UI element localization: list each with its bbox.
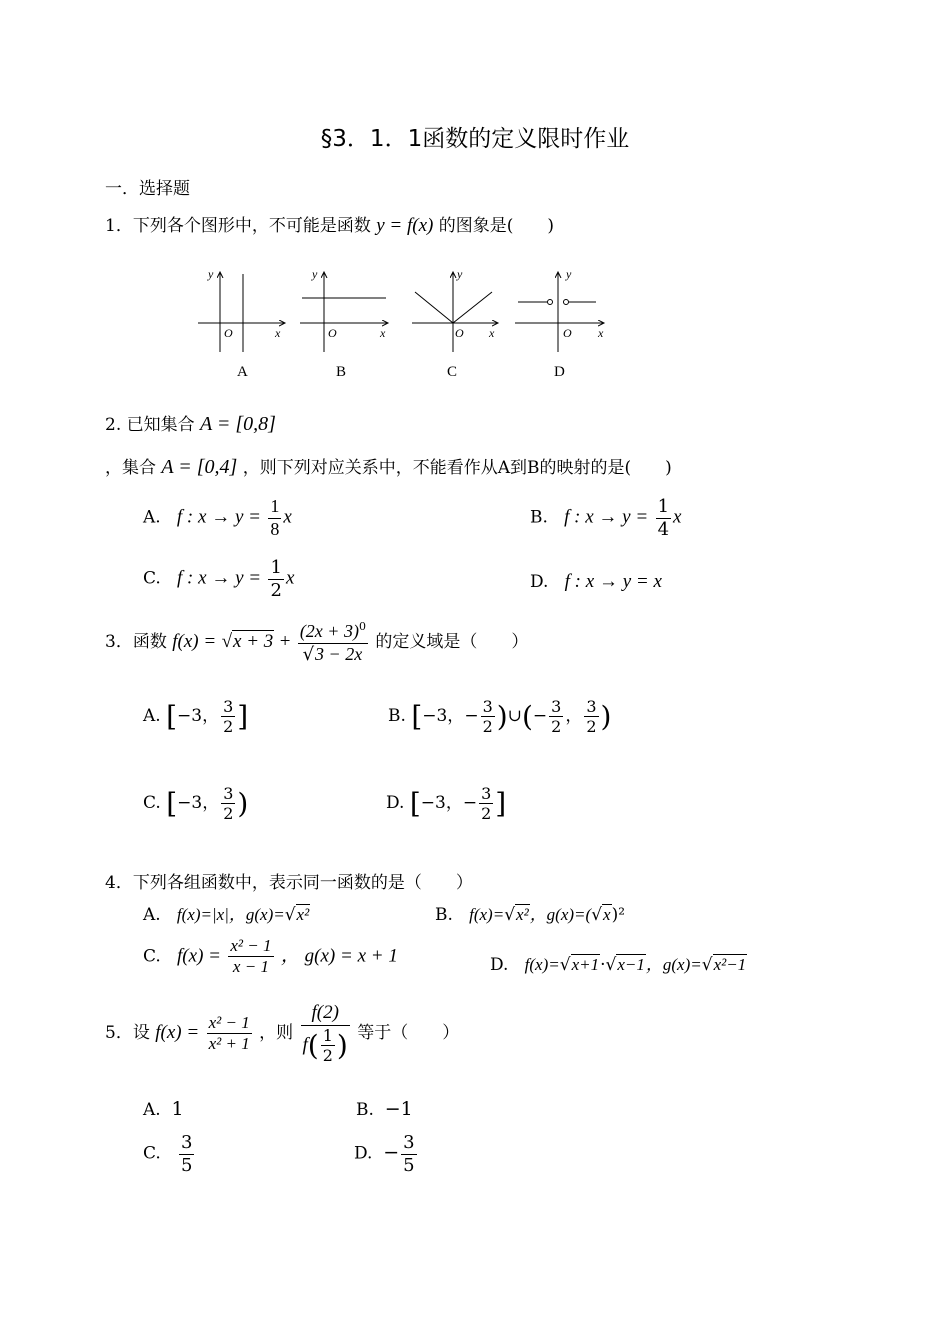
minus: − xyxy=(462,793,478,814)
graph-a-origin: O xyxy=(224,326,233,340)
q1-stem xyxy=(105,211,554,237)
frac xyxy=(479,784,493,823)
q4-stem: 4．下列各组函数中，表示同一函数的是（ ） xyxy=(105,873,473,893)
den: 5 xyxy=(181,1154,193,1176)
q3-stem: 3．函数 f(x) = √x + 3 + $\frac{(2x + 3)^0}{√3 - 2x}$ 的定义域是（ ） xyxy=(105,620,529,665)
q5-option-a xyxy=(143,1098,184,1120)
graph-a-y-label: y xyxy=(208,267,214,281)
q3-fx: f(x) = xyxy=(172,631,217,653)
num: 3 xyxy=(403,1132,415,1153)
graph-c-y-label: y xyxy=(457,267,463,281)
q2-line2-tail: ，则下列对应关系中，不能看作从A到B的映射的是( ) xyxy=(242,458,672,478)
num: x² − 1 xyxy=(228,936,273,957)
q4-option-d: D. f(x)=√x+1·√x−1，g(x)=√x²−1 xyxy=(490,955,747,975)
den: 5 xyxy=(403,1154,415,1176)
frac xyxy=(549,697,563,736)
den: x − 1 xyxy=(232,957,269,977)
graph-a xyxy=(198,267,285,380)
graph-d-caption: D xyxy=(554,364,565,380)
q2-a-map: f : x → y = xyxy=(176,506,261,528)
q4-c-frac xyxy=(228,936,273,978)
q1-stem-tail: 的图象是( ) xyxy=(438,216,555,236)
num: 3 xyxy=(482,697,493,716)
q3-numerator: (2x + 3) xyxy=(299,621,359,641)
option-label: A. xyxy=(143,905,161,925)
q2-option-c xyxy=(143,557,294,601)
q2-b-frac xyxy=(656,496,671,540)
q5-c-frac xyxy=(179,1132,194,1176)
q4-b-text: f(x)= xyxy=(469,905,505,924)
q3-option-b: B. [−3，− $\frac{3}{2}$ )∪(− $\frac{3}{2}$ ， $\frac{3}{2}$ ) xyxy=(388,697,612,737)
q2-line1 xyxy=(105,410,276,436)
graph-c-caption: C xyxy=(447,364,458,380)
q2-option-a xyxy=(143,496,292,540)
neg3: −3， xyxy=(422,706,465,727)
den: x² + 1 xyxy=(208,1034,250,1054)
option-label: B. xyxy=(435,905,453,925)
var: x xyxy=(673,506,682,528)
q3-option-d: D. [−3，− $\frac{3}{2}$ ] xyxy=(386,784,507,824)
q4-option-c xyxy=(143,936,398,978)
option-label: C. xyxy=(143,793,161,814)
neg3: −3， xyxy=(177,793,220,814)
q4-a-text: f(x)=|x|，g(x)= xyxy=(176,905,285,924)
q4-d-text: f(x)= xyxy=(524,955,560,974)
q3-fraction: $\frac{(2x + 3)^0}{√3 - 2x}$ xyxy=(299,620,366,665)
frac xyxy=(221,784,235,823)
den: 2 xyxy=(322,1045,333,1065)
q5-option-d xyxy=(354,1132,419,1176)
q4-d-radicand-1: x+1 xyxy=(571,955,600,974)
den: 2 xyxy=(270,579,282,601)
q3-radicand-1: x + 3 xyxy=(233,631,274,653)
q3-exponent: 0 xyxy=(358,620,366,633)
q2-b-map: f : x → y = xyxy=(564,506,649,528)
q1-graphs xyxy=(190,262,620,387)
minus: − xyxy=(464,706,479,727)
q2-line2 xyxy=(105,453,672,479)
option-label: D. xyxy=(490,955,509,975)
graph-d xyxy=(515,267,604,380)
num: 3 xyxy=(586,697,597,716)
minus: − xyxy=(383,1141,400,1164)
union: ∪ xyxy=(507,706,522,727)
num: 1 xyxy=(322,1025,333,1045)
num: 3 xyxy=(481,784,492,803)
q4-b-text-3: )² xyxy=(611,905,626,925)
q5-stem-tail: 等于（ ） xyxy=(357,1023,460,1044)
page-title: §3．1．1函数的定义限时作业 xyxy=(320,126,630,152)
q4-option-b: B. f(x)=√x²，g(x)=(√x)² xyxy=(435,905,626,925)
q3-stem-tail: 的定义域是（ ） xyxy=(375,632,529,653)
den: 2 xyxy=(481,804,492,824)
q4-c-fx: f(x) = xyxy=(177,945,221,967)
q3-radicand-2: 3 − 2x xyxy=(315,643,363,664)
graph-b-origin: O xyxy=(328,326,337,340)
neg3: −3， xyxy=(177,706,220,727)
graph-c-x-label: x xyxy=(489,326,495,340)
den: 8 xyxy=(270,518,280,539)
q5-stem-text: 5．设 xyxy=(105,1023,150,1044)
q5-ratio-top: f(2) xyxy=(301,1002,350,1026)
graph-b-y-label: y xyxy=(312,267,318,281)
den: 2 xyxy=(551,717,562,737)
graph-d-x-label: x xyxy=(598,326,604,340)
q4-option-a: A. f(x)=|x|，g(x)=√x² xyxy=(143,905,310,925)
q2-a-frac xyxy=(268,496,281,540)
graph-a-x-label: x xyxy=(275,326,281,340)
q2-line2-text: ，集合 xyxy=(105,458,156,478)
q5-fx: f(x) = xyxy=(155,1022,200,1044)
num: x² − 1 xyxy=(207,1013,252,1034)
q4-d-radicand-3: x²−1 xyxy=(713,955,747,974)
graph-b xyxy=(300,267,388,380)
num: 1 xyxy=(270,557,282,578)
num: 3 xyxy=(551,697,562,716)
option-label: D. xyxy=(386,793,405,814)
q2-set-a: A = [0,8] xyxy=(200,413,276,435)
q2-d-map: f : x → y = x xyxy=(564,571,662,592)
q5-ratio-f: f xyxy=(302,1034,308,1056)
option-label: B. xyxy=(530,507,548,528)
q2-stem-text: 2. 已知集合 xyxy=(105,415,195,435)
q3-option-c: C. [−3， $\frac{3}{2}$ ) xyxy=(143,784,249,824)
graph-c xyxy=(412,267,498,380)
q5-frac xyxy=(207,1013,252,1055)
option-label: A. xyxy=(143,507,161,528)
var: x xyxy=(283,506,292,528)
q5-d-frac xyxy=(401,1132,416,1176)
option-label: C. xyxy=(143,1143,161,1164)
frac xyxy=(584,697,598,736)
q4-c-gx: ， g(x) = x + 1 xyxy=(280,945,398,967)
q5-b-value: −1 xyxy=(384,1098,413,1120)
graph-b-caption: B xyxy=(336,364,347,380)
graph-c-origin: O xyxy=(455,326,464,340)
q4-d-text-2: ，g(x)= xyxy=(645,955,702,974)
graph-d-y-label: y xyxy=(566,267,572,281)
q5-inner-frac xyxy=(321,1026,335,1065)
option-label: D. xyxy=(354,1143,373,1164)
graph-b-x-label: x xyxy=(380,326,386,340)
q4-d-dot: · xyxy=(600,955,606,975)
q1-math: y = f(x) xyxy=(376,215,434,236)
graph-a-caption: A xyxy=(237,364,248,380)
option-label: B. xyxy=(388,706,406,727)
q5-stem xyxy=(105,1002,459,1065)
q2-set-b: A = [0,4] xyxy=(161,456,238,478)
q2-option-b xyxy=(530,496,681,540)
option-label: B. xyxy=(356,1100,374,1120)
neg3: −3， xyxy=(420,793,463,814)
var: x xyxy=(285,567,295,589)
num: 1 xyxy=(268,496,281,519)
den: 2 xyxy=(223,717,234,737)
q3-option-a: A. [−3， $\frac{3}{2}$ ] xyxy=(143,697,249,737)
option-label: C. xyxy=(143,946,161,967)
num: 3 xyxy=(223,697,234,716)
frac xyxy=(221,697,235,736)
q5-option-c xyxy=(143,1132,196,1176)
q4-b-radicand-2: x xyxy=(603,905,611,924)
q2-option-d xyxy=(530,571,662,593)
q3-stem-text: 3．函数 xyxy=(105,632,167,653)
option-label: A. xyxy=(143,706,161,727)
option-label: A. xyxy=(143,1100,161,1120)
den: 2 xyxy=(586,717,597,737)
q4-a-radicand: x² xyxy=(296,905,310,924)
comma: ， xyxy=(565,706,583,727)
q5-mid: ，则 xyxy=(259,1023,294,1044)
num: 1 xyxy=(657,496,670,517)
graph-d-origin: O xyxy=(563,326,572,340)
q4-b-text-2: ，g(x)=( xyxy=(529,905,592,924)
q1-stem-text: 1．下列各个图形中，不可能是函数 xyxy=(105,216,371,236)
option-label: C. xyxy=(143,568,161,589)
q2-c-map: f : x → y = xyxy=(177,567,262,589)
den: 2 xyxy=(223,804,234,824)
den: 2 xyxy=(482,717,493,737)
q5-ratio: f(2) f( $\frac{1}{2}$ ) xyxy=(302,1002,348,1065)
frac xyxy=(481,697,495,736)
q2-c-frac xyxy=(268,557,283,601)
den: 4 xyxy=(657,518,670,540)
q4-d-radicand-2: x−1 xyxy=(617,955,645,974)
q5-option-b xyxy=(356,1098,413,1120)
section-heading: 一．选择题 xyxy=(105,179,190,199)
option-label: D. xyxy=(530,572,549,592)
q4-b-radicand-1: x² xyxy=(516,905,529,924)
q5-a-value: 1 xyxy=(171,1098,184,1120)
minus: − xyxy=(532,706,548,727)
num: 3 xyxy=(181,1132,193,1153)
num: 3 xyxy=(223,784,234,803)
